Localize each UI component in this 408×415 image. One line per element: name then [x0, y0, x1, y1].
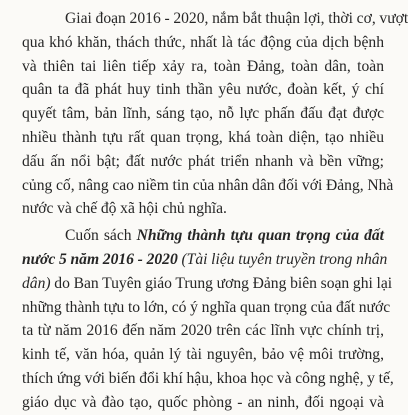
book-subtitle: dân): [22, 274, 51, 292]
text-line: nước và chế độ xã hội chủ nghĩa.: [22, 200, 227, 218]
book-subtitle: (Tài liệu tuyên truyền trong nhân: [177, 250, 388, 268]
text-line: và thiên tai liên tiếp xảy ra, toàn Đảng, toàn dân, toàn: [22, 57, 384, 75]
text-line: [22, 272, 393, 296]
text-line: kinh tế, văn hóa, quản lý tài nguyên, bảo vệ môi trường,: [22, 346, 384, 364]
text-line: những thành tựu to lớn, có ý nghĩa quan trọng của đất nước: [22, 298, 391, 316]
text-line: [22, 224, 384, 248]
text-line: nhiều thành tựu rất quan trọng, khá toàn diện, tạo nhiều: [22, 128, 384, 146]
text-line: thích ứng với biến đổi khí hậu, khoa học và công nghệ, y tế,: [22, 369, 394, 387]
text-line: qua khó khăn, thách thức, nhất là tác động của dịch bệnh: [22, 33, 384, 51]
inline-text: Cuốn sách: [65, 227, 137, 245]
book-title: nước 5 năm 2016 - 2020: [22, 250, 178, 268]
text-line: quyết tâm, bản lĩnh, sáng tạo, nỗ lực phấn đấu đạt được: [22, 105, 384, 123]
inline-text: do Ban Tuyên giáo Trung ương Đảng biên soạn ghi lại: [50, 274, 393, 292]
text-line: quân ta đã phát huy tinh thần yêu nước, đoàn kết, ý chí: [22, 81, 384, 99]
text-line: ta từ năm 2016 đến năm 2020 trên các lĩnh vực chính trị,: [22, 322, 384, 340]
text-line: dấu ấn nổi bật; đất nước phát triển nhanh và bền vững;: [22, 152, 384, 170]
paragraph-1: [22, 7, 408, 221]
text-line: củng cố, nâng cao niềm tin của nhân dân đối với Đảng, Nhà: [22, 176, 394, 194]
paragraph-2: [22, 224, 394, 414]
text-line: Giai đoạn 2016 - 2020, nắm bắt thuận lợi, thời cơ, vượt: [65, 10, 408, 27]
book-title: Những thành tựu quan trọng của đất: [136, 227, 384, 245]
text-line: giáo dục và đào tạo, quốc phòng - an ninh, đối ngoại và: [22, 393, 384, 411]
text-line: [22, 248, 388, 272]
